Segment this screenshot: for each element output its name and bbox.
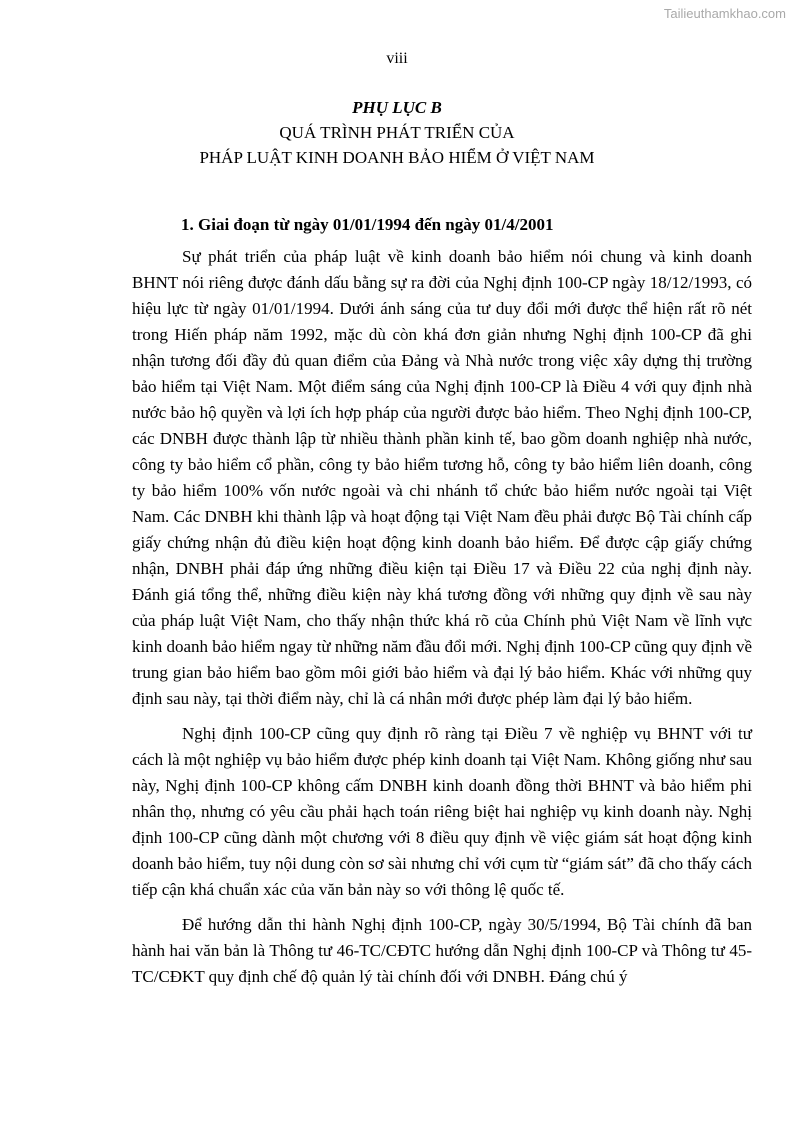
paragraph: Sự phát triển của pháp luật về kinh doanh bảo hiểm nói chung và kinh doanh BHNT nói riêng được đánh dấu bằng sự ra đời của Nghị định 100-CP ngày 18/12/1993, có hiệu lực từ ngày 01/01/1994. Dưới ánh sáng của tư duy đổi mới được thể hiện rất rõ nét trong Hiến pháp năm 1992, mặc dù còn khá đơn giản nhưng Nghị định 100-CP đã ghi nhận tương đối đầy đủ quan điểm của Đảng và Nhà nước trong việc xây dựng thị trường bảo hiểm tại Việt Nam. Một điểm sáng của Nghị định 100-CP là Điều 4 với quy định nhà nước bảo hộ quyền và lợi ích hợp pháp của người được bảo hiểm. Theo Nghị định 100-CP, các DNBH được thành lập từ nhiều thành phần kinh tế, bao gồm doanh nghiệp nhà nước, công ty bảo hiểm cổ phần, công ty bảo hiểm tương hỗ, công ty bảo hiểm liên doanh, công ty bảo hiểm 100% vốn nước ngoài và chi nhánh tổ chức bảo hiểm nước ngoài tại Việt Nam. Các DNBH khi thành lập và hoạt động tại Việt Nam đều phải được Bộ Tài chính cấp giấy chứng nhận đủ điều kiện hoạt động kinh doanh bảo hiểm. Để được cập giấy chứng nhận, DNBH phải đáp ứng những điều kiện tại Điều 17 và Điều 22 của nghị định này. Đánh giá tổng thể, những điều kiện này khá tương đồng với những quy định về sau này của pháp luật Việt Nam, cho thấy nhận thức khá rõ của Chính phủ Việt Nam về lĩnh vực kinh doanh bảo hiểm ngay từ những năm đầu đổi mới. Nghị định 100-CP cũng quy định về trung gian bảo hiểm bao gồm môi giới bảo hiểm và đại lý bảo hiểm. Khác với những quy định sau này, tại thời điểm này, chỉ là cá nhân mới được phép làm đại lý bảo hiểm. <box>132 247 752 708</box>
heading-line-1: QUÁ TRÌNH PHÁT TRIỂN CỦA <box>279 123 515 142</box>
section-title: 1. Giai đoạn từ ngày 01/01/1994 đến ngày 01/4/2001 <box>181 215 554 234</box>
appendix-heading <box>0 95 794 170</box>
body-text <box>132 244 752 999</box>
paragraph: Nghị định 100-CP cũng quy định rõ ràng tại Điều 7 về nghiệp vụ BHNT với tư cách là một nghiệp vụ bảo hiểm được phép kinh doanh tại Việt Nam. Không giống như sau này, Nghị định 100-CP không cấm DNBH kinh doanh đồng thời BHNT và bảo hiểm phi nhân thọ, nhưng có yêu cầu phải hạch toán riêng biệt hai nghiệp vụ kinh doanh này. Nghị định 100-CP cũng dành một chương với 8 điều quy định về việc giám sát hoạt động kinh doanh bảo hiểm, tuy nội dung còn sơ sài nhưng chỉ với cụm từ “giám sát” đã cho thấy cách tiếp cận khá chuẩn xác của văn bản này so với thông lệ quốc tế. <box>132 724 752 899</box>
appendix-label: PHỤ LỤC B <box>352 98 442 117</box>
watermark: Tailieuthamkhao.com <box>663 6 786 21</box>
paragraph: Để hướng dẫn thi hành Nghị định 100-CP, ngày 30/5/1994, Bộ Tài chính đã ban hành hai văn bản là Thông tư 46-TC/CĐTC hướng dẫn Nghị định 100-CP và Thông tư 45-TC/CĐKT quy định chế độ quản lý tài chính đối với DNBH. Đáng chú ý <box>132 915 752 986</box>
heading-line-2: PHÁP LUẬT KINH DOANH BẢO HIỂM Ở VIỆT NAM <box>199 148 595 167</box>
page-number: viii <box>386 50 408 67</box>
